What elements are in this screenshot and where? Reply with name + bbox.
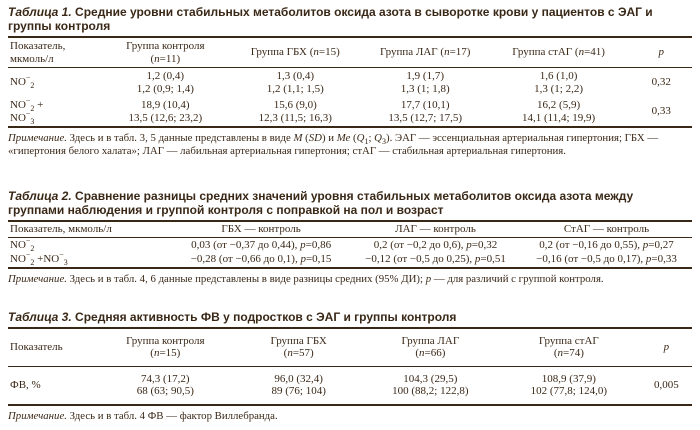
- table1-title-text: Средние уровни стабильных метаболитов оксида азота в сыворотке крови у пациентов с ЭАГ и группы контроля: [8, 5, 653, 33]
- table-cell: 108,9 (37,9) 102 (77,8; 124,0): [530, 372, 608, 397]
- column-header: Показатель, мкмоль/л: [10, 40, 66, 65]
- column-header: Показатель: [10, 340, 63, 353]
- column-header: Группа ЛАГ (n=17): [379, 46, 471, 59]
- table2-header-row: [8, 221, 692, 237]
- table-row: [8, 252, 692, 268]
- table1-title: [8, 5, 692, 33]
- table2-note: Примечание. Здесь и в табл. 4, 6 данные представлены в виде разницы средних (95% ДИ); p — для различий с группой контроля.: [8, 272, 604, 285]
- table-cell: 74,3 (17,2) 68 (63; 90,5): [136, 372, 194, 397]
- table3-section: [8, 310, 692, 423]
- table3-title: [8, 310, 692, 324]
- table-row: [8, 97, 692, 127]
- table-cell: 0,03 (от −0,37 до 0,44), p=0,86: [191, 238, 332, 251]
- table-cell: 0,33: [651, 105, 671, 118]
- table-cell: 1,2 (0,4) 1,2 (0,9; 1,4): [136, 70, 194, 95]
- table-cell: 0,005: [653, 378, 679, 391]
- table1: [8, 36, 692, 128]
- table-cell: 1,6 (1,0) 1,3 (1; 2,2): [534, 70, 584, 95]
- column-header: Показатель, мкмоль/л: [10, 223, 112, 235]
- column-header: p: [658, 46, 664, 59]
- table-cell: 18,9 (10,4) 13,5 (12,6; 23,2): [128, 99, 203, 124]
- table-cell: 1,9 (1,7) 1,3 (1; 1,8): [400, 70, 450, 95]
- table-cell: 1,3 (0,4) 1,2 (1,1; 1,5): [266, 70, 324, 95]
- table-cell: 17,7 (10,1) 13,5 (12,7; 17,5): [388, 99, 463, 124]
- column-header: Группа ГБХ (n=15): [250, 46, 340, 59]
- table-cell: −0,16 (от −0,5 до 0,17), p=0,33: [536, 253, 677, 265]
- table1-label: Таблица 1.: [8, 5, 72, 19]
- table3: [8, 327, 692, 406]
- table-row: [8, 237, 692, 252]
- table3-note: Примечание. Здесь и в табл. 4 ФВ — фактор Виллебранда.: [8, 409, 278, 422]
- column-header: Группа контроля (n=11): [126, 40, 205, 65]
- table3-label: Таблица 3.: [8, 309, 72, 324]
- table-cell: −0,12 (от −0,5 до 0,25), p=0,51: [365, 253, 506, 265]
- row-label: $NO^-_2$: [10, 235, 35, 253]
- column-header: Группа стАГ (n=74): [538, 334, 599, 359]
- table-row: [8, 366, 692, 405]
- table-cell: 0,32: [651, 76, 671, 89]
- column-header: p: [663, 340, 670, 353]
- table2-title-text: Сравнение разницы средних значений уровня стабильных метаболитов оксида азота между группами наблюдения и группой контроля с поправкой на пол и возраст: [8, 189, 634, 217]
- table1-header-row: [8, 37, 692, 68]
- table-cell: 0,2 (от −0,2 до 0,6), p=0,32: [373, 238, 498, 251]
- table3-title-text: Средняя активность ФВ у подростков с ЭАГ и группы контроля: [75, 309, 457, 324]
- table-cell: 16,2 (5,9) 14,1 (11,4; 19,9): [521, 99, 596, 124]
- table1-section: [8, 5, 692, 158]
- column-header: ЛАГ — контроль: [395, 223, 476, 235]
- row-label: $NO^-_2$: [10, 73, 35, 91]
- table2-title: [8, 189, 692, 217]
- column-header: Группа стАГ (n=41): [512, 46, 605, 59]
- row-label: $NO^-_2 +NO^-_3$: [10, 250, 68, 268]
- table3-header-row: [8, 328, 692, 367]
- row-label: $NO^-_2$ + $NO^-_3$: [10, 96, 44, 126]
- column-header: ГБХ — контроль: [221, 223, 301, 235]
- table2-section: [8, 189, 692, 286]
- row-label: ФВ, %: [10, 378, 41, 391]
- column-header: Группа ЛАГ (n=66): [401, 334, 460, 359]
- column-header: Группа ГБХ (n=57): [270, 334, 327, 359]
- table-cell: 96,0 (32,4) 89 (76; 104): [271, 372, 326, 397]
- column-header: СтАГ — контроль: [563, 223, 650, 235]
- table2: [8, 220, 692, 269]
- table-cell: 15,6 (9,0) 12,3 (11,5; 16,3): [258, 99, 332, 124]
- table-row: [8, 68, 692, 98]
- column-header: Группа контроля (n=15): [126, 334, 205, 359]
- table-cell: −0,28 (от −0,66 до 0,1), p=0,15: [190, 253, 332, 265]
- table-cell: 104,3 (29,5) 100 (88,2; 122,8): [392, 372, 469, 397]
- table2-label: Таблица 2.: [8, 189, 72, 203]
- table-cell: 0,2 (от −0,16 до 0,55), p=0,27: [539, 238, 674, 251]
- table1-note: Примечание. Здесь и в табл. 3, 5 данные представлены в виде М (SD) и Ме ($Q_1$; $Q_3$). ЭАГ — эссенциальная артериальная гипертония; ГБХ — «гипертония белого халата»; ЛАГ — лабильная артериальная гипертония; стАГ — стабильная артериальная гипертония.: [8, 132, 659, 157]
